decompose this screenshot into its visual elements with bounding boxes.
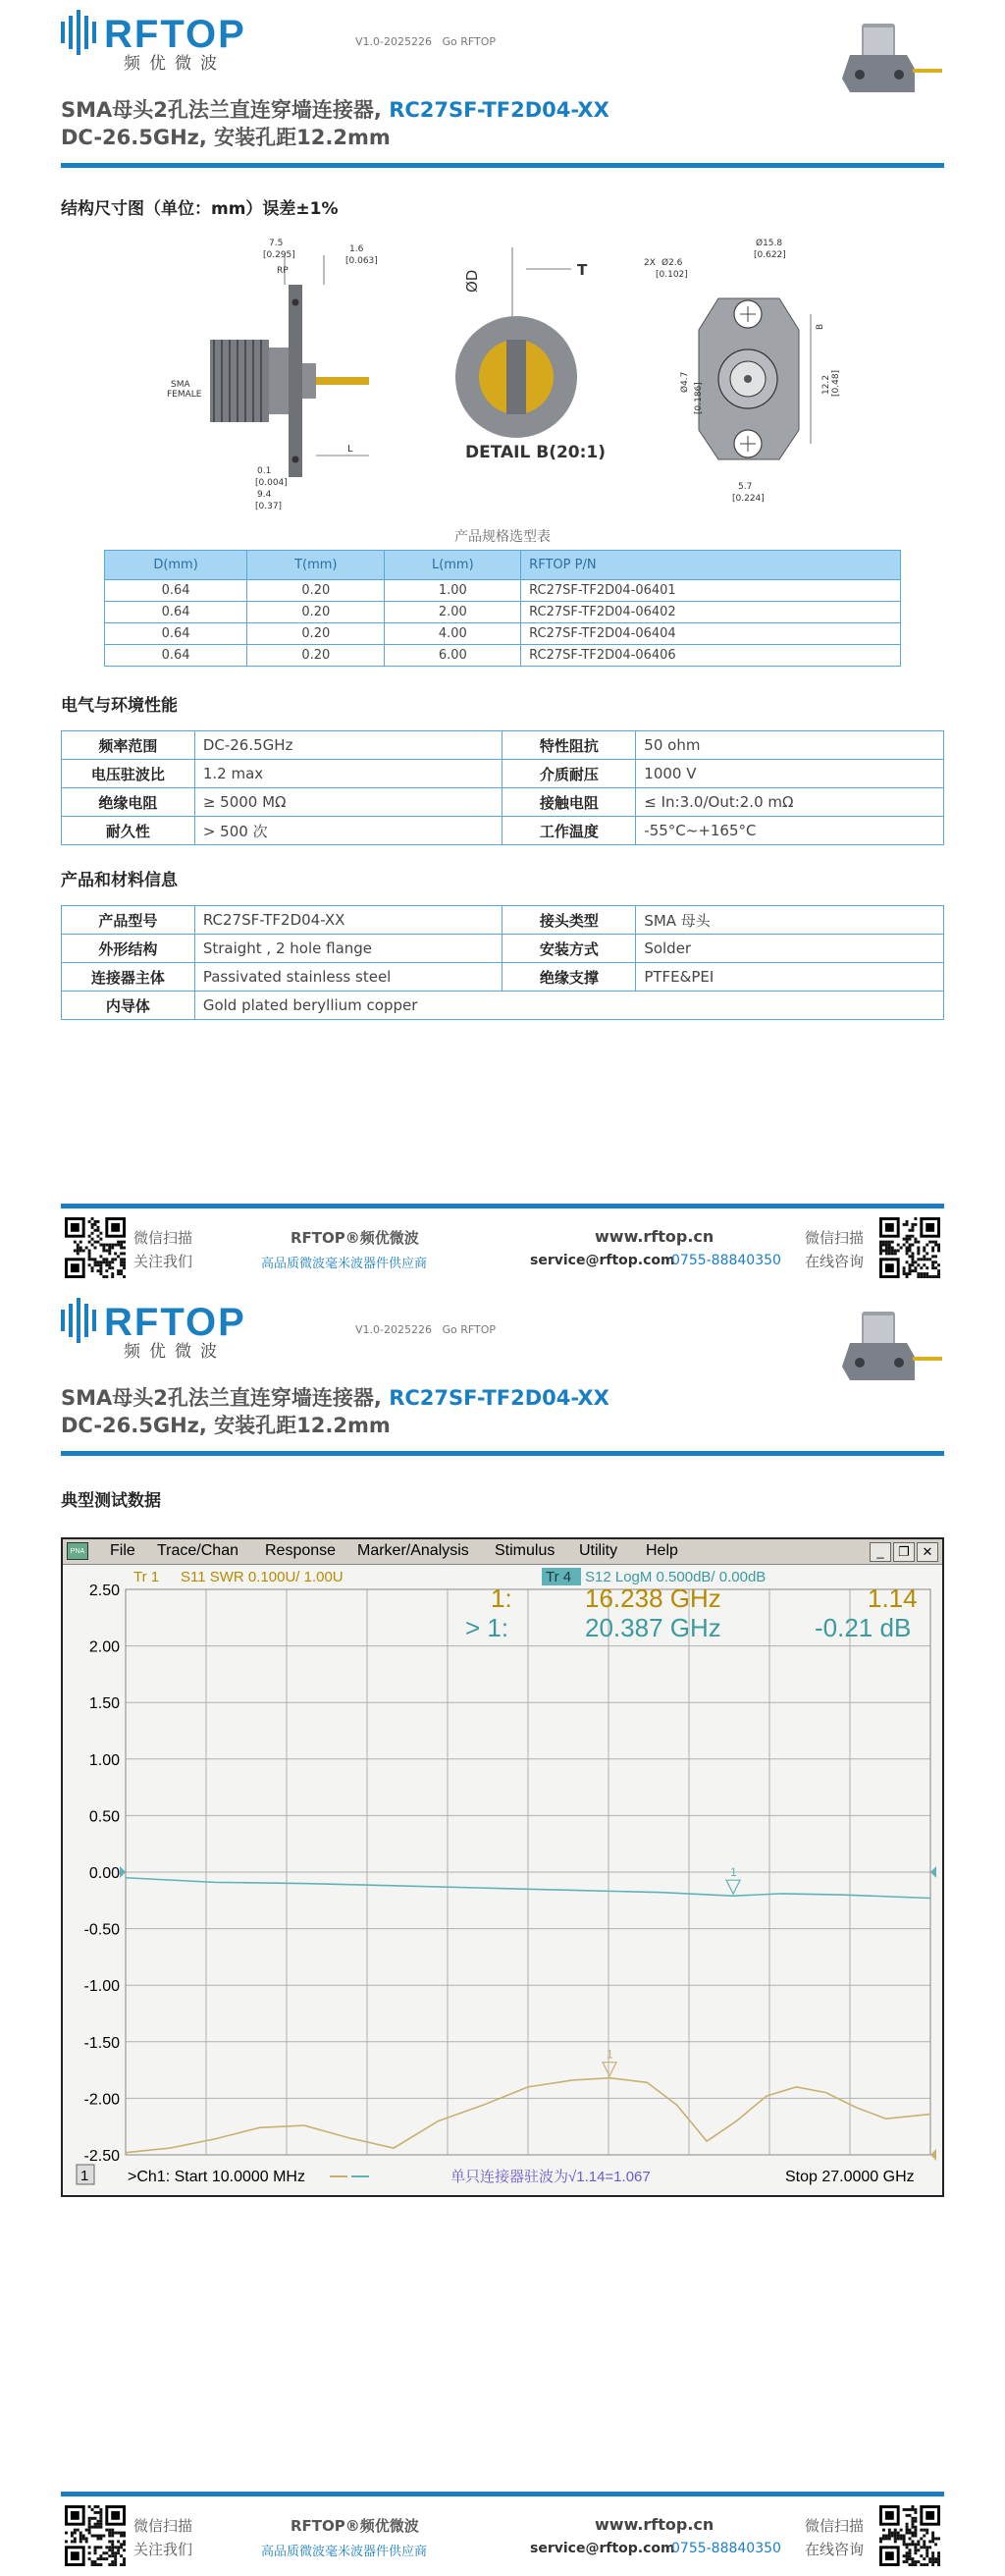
dim-0-37: [0.37]: [255, 502, 283, 511]
stop-freq: Stop 27.0000 GHz: [785, 2169, 915, 2185]
menu-response[interactable]: Response: [265, 1542, 337, 1559]
channel-number: 1: [80, 2168, 89, 2184]
part-number: RC27SF-TF2D04-XX: [389, 1386, 609, 1410]
table-row: 频率范围 DC-26.5GHz 特性阻抗 50 ohm: [62, 731, 944, 760]
table-row: 0.64 0.20 6.00 RC27SF-TF2D04-06406: [105, 645, 901, 667]
vswr-note: 单只连接器驻波为√1.14=1.067: [450, 2169, 651, 2185]
marker2-value: -0.21 dB: [815, 1613, 912, 1642]
y-tick-label: 0.00: [88, 1865, 120, 1882]
start-freq: >Ch1: Start 10.0000 MHz: [128, 2169, 305, 2185]
marker1-label: 1:: [491, 1583, 512, 1613]
table-row: 内导体 Gold plated beryllium copper: [62, 992, 944, 1020]
electrical-table: [61, 730, 944, 845]
dim-b: B: [816, 323, 825, 330]
vna-window: [61, 1537, 944, 2197]
tr1-label: Tr 1: [133, 1569, 160, 1585]
product-title: SMA母头2孔法兰直连穿墙连接器, RC27SF-TF2D04-XX: [61, 98, 609, 122]
minimize-icon[interactable]: _: [870, 1542, 891, 1562]
footer-online-consult: 在线咨询: [805, 2541, 865, 2558]
footer-follow-us: 关注我们: [133, 2541, 193, 2558]
dim-l: L: [347, 444, 353, 455]
dim-0-622: [0.622]: [754, 250, 786, 260]
tr4-desc: S12 LogM 0.500dB/ 0.00dB: [585, 1569, 767, 1585]
spec-selection-table: [104, 550, 901, 667]
dim-phi-2-6: Ø2.6: [661, 258, 683, 268]
product-thumbnail-image: [830, 1306, 948, 1400]
menu-stimulus[interactable]: Stimulus: [495, 1542, 555, 1559]
svg-text:RFTOP: RFTOP: [104, 13, 246, 56]
dim-t: T: [577, 261, 588, 279]
dim-phi-d: ØD: [463, 269, 481, 293]
dim-0-1: 0.1: [257, 466, 272, 476]
marker2-freq: 20.387 GHz: [585, 1613, 721, 1642]
footer-email-link[interactable]: service@rftop.com: [530, 1253, 675, 1268]
female-label: FEMALE: [167, 390, 202, 400]
y-tick-label: -2.50: [83, 2148, 120, 2165]
footer-email-link[interactable]: service@rftop.com: [530, 2541, 675, 2556]
menu-marker-analysis[interactable]: Marker/Analysis: [357, 1542, 469, 1559]
go-rftop-link[interactable]: Go RFTOP: [442, 35, 497, 48]
go-rftop-link[interactable]: Go RFTOP: [442, 1323, 497, 1336]
table-row: 0.64 0.20 4.00 RC27SF-TF2D04-06404: [105, 623, 901, 645]
qr-code-icon[interactable]: [879, 2505, 940, 2566]
marker-tr4-label: 1: [730, 1865, 737, 1880]
footer-wechat-scan: 微信扫描: [133, 1229, 193, 1247]
electrical-section-title: 电气与环境性能: [61, 696, 178, 716]
test-data-section-title: 典型测试数据: [61, 1491, 161, 1511]
vna-plot-area: [63, 1566, 942, 2195]
marker1-value: 1.14: [868, 1583, 918, 1613]
table-row: 连接器主体 Passivated stainless steel 绝缘支撑 PTFE&PEI: [62, 963, 944, 992]
table-row: 0.64 0.20 2.00 RC27SF-TF2D04-06402: [105, 602, 901, 623]
footer-divider: [61, 2492, 944, 2496]
front-view-drawing: [644, 238, 841, 504]
product-thumbnail-image: [830, 18, 948, 112]
spec-table-caption: 产品规格选型表: [454, 529, 551, 545]
marker2-label: > 1:: [465, 1613, 509, 1642]
dim-0-224: [0.224]: [732, 494, 765, 504]
product-subtitle: DC-26.5GHz, 安装孔距12.2mm: [61, 1414, 391, 1437]
dim-0-102: [0.102]: [656, 270, 688, 280]
col-d: D(mm): [105, 551, 247, 580]
version-text: V1.0-2025226 Go RFTOP: [355, 1323, 497, 1336]
dim-12-2: 12.2: [821, 374, 831, 395]
detail-b-drawing: [455, 247, 606, 462]
footer-wechat-scan-2: 微信扫描: [805, 1229, 865, 1247]
dim-9-4: 9.4: [257, 490, 272, 500]
table-row: 电压驻波比 1.2 max 介质耐压 1000 V: [62, 760, 944, 788]
material-table: [61, 905, 944, 1020]
table-row: 绝缘电阻 ≥ 5000 MΩ 接触电阻 ≤ In:3.0/Out:2.0 mΩ: [62, 788, 944, 817]
footer-brand: RFTOP®频优微波: [291, 1229, 419, 1247]
vna-menubar: [63, 1539, 942, 1565]
menu-file[interactable]: File: [110, 1542, 135, 1559]
footer-website-link[interactable]: www.rftop.cn: [595, 2515, 714, 2534]
qr-code-icon[interactable]: [879, 1217, 940, 1278]
dim-phi-4-7: Ø4.7: [680, 371, 690, 393]
table-row: 外形结构 Straight , 2 hole flange 安装方式 Solder: [62, 935, 944, 963]
footer-online-consult: 在线咨询: [805, 1253, 865, 1270]
dim-5-7: 5.7: [738, 482, 753, 492]
dim-rp: RP: [277, 266, 289, 276]
table-row: 0.64 0.20 1.00 RC27SF-TF2D04-06401: [105, 580, 901, 602]
menu-trace-chan[interactable]: Trace/Chan: [157, 1542, 238, 1559]
header-divider: [61, 1451, 944, 1456]
col-t: T(mm): [247, 551, 385, 580]
table-row: 产品型号 RC27SF-TF2D04-XX 接头类型 SMA 母头: [62, 906, 944, 935]
material-section-title: 产品和材料信息: [61, 871, 178, 890]
marker1-freq: 16.238 GHz: [585, 1583, 721, 1613]
y-tick-label: -1.50: [83, 2034, 120, 2052]
footer-slogan: 高品质微波毫米波器件供应商: [261, 1257, 428, 1271]
pna-app-icon[interactable]: PNA: [67, 1542, 88, 1560]
footer-divider: [61, 1204, 944, 1208]
y-tick-label: 1.00: [88, 1751, 120, 1769]
tr4-label: Tr 4: [546, 1569, 572, 1585]
marker-tr1-label: 1: [607, 2047, 613, 2062]
qr-code-icon[interactable]: [65, 1217, 126, 1278]
footer-phone: 0755-88840350: [671, 1253, 781, 1268]
product-title: SMA母头2孔法兰直连穿墙连接器, RC27SF-TF2D04-XX: [61, 1386, 609, 1410]
dim-0-48: [0.48]: [831, 369, 841, 397]
menu-help[interactable]: Help: [646, 1542, 678, 1559]
sma-label: SMA: [171, 380, 190, 390]
part-number: RC27SF-TF2D04-XX: [389, 98, 609, 122]
dim-2x: 2X: [644, 258, 656, 268]
footer-brand: RFTOP®频优微波: [291, 2517, 419, 2535]
y-tick-label: 2.50: [88, 1583, 120, 1599]
qr-code-icon[interactable]: [65, 2505, 126, 2566]
col-l: L(mm): [385, 551, 521, 580]
dim-0-186: [0.186]: [694, 382, 704, 414]
mechanical-drawing: [167, 232, 903, 516]
col-pn: RFTOP P/N: [521, 551, 901, 580]
product-subtitle: DC-26.5GHz, 安装孔距12.2mm: [61, 126, 391, 149]
dim-0-295: [0.295]: [263, 250, 295, 260]
menu-utility[interactable]: Utility: [579, 1542, 618, 1559]
y-tick-label: 0.50: [88, 1808, 120, 1826]
y-tick-label: 1.50: [88, 1695, 120, 1713]
y-tick-label: -2.00: [83, 2091, 120, 2109]
close-icon[interactable]: ✕: [917, 1542, 938, 1562]
y-tick-label: 2.00: [88, 1638, 120, 1656]
dim-phi-15-8: Ø15.8: [756, 239, 783, 248]
logo-chinese-name: 频优微波: [124, 1342, 226, 1362]
side-view-drawing: [167, 239, 378, 511]
footer-wechat-scan-2: 微信扫描: [805, 2517, 865, 2535]
logo-chinese-name: 频优微波: [124, 54, 226, 74]
y-tick-label: -1.00: [83, 1978, 120, 1996]
version-text: V1.0-2025226 Go RFTOP: [355, 35, 497, 48]
dim-0-004: [0.004]: [255, 478, 288, 488]
table-row: 耐久性 > 500 次 工作温度 -55°C~+165°C: [62, 817, 944, 845]
footer-website-link[interactable]: www.rftop.cn: [595, 1227, 714, 1246]
tr1-desc: S11 SWR 0.100U/ 1.00U: [181, 1569, 344, 1585]
dim-7-5: 7.5: [269, 239, 284, 248]
detail-b-label: DETAIL B(20:1): [465, 443, 607, 462]
footer-follow-us: 关注我们: [133, 1253, 193, 1270]
svg-text:RFTOP: RFTOP: [104, 1301, 246, 1344]
restore-icon[interactable]: ❐: [893, 1542, 915, 1562]
dim-0-063: [0.063]: [345, 256, 378, 266]
y-tick-label: -0.50: [83, 1921, 120, 1939]
drawing-section-title: 结构尺寸图（单位：mm）误差±1%: [61, 199, 339, 219]
footer-slogan: 高品质微波毫米波器件供应商: [261, 2545, 428, 2559]
dim-1-6: 1.6: [349, 244, 364, 254]
footer-wechat-scan: 微信扫描: [133, 2517, 193, 2535]
header-divider: [61, 163, 944, 168]
footer-phone: 0755-88840350: [671, 2541, 781, 2556]
